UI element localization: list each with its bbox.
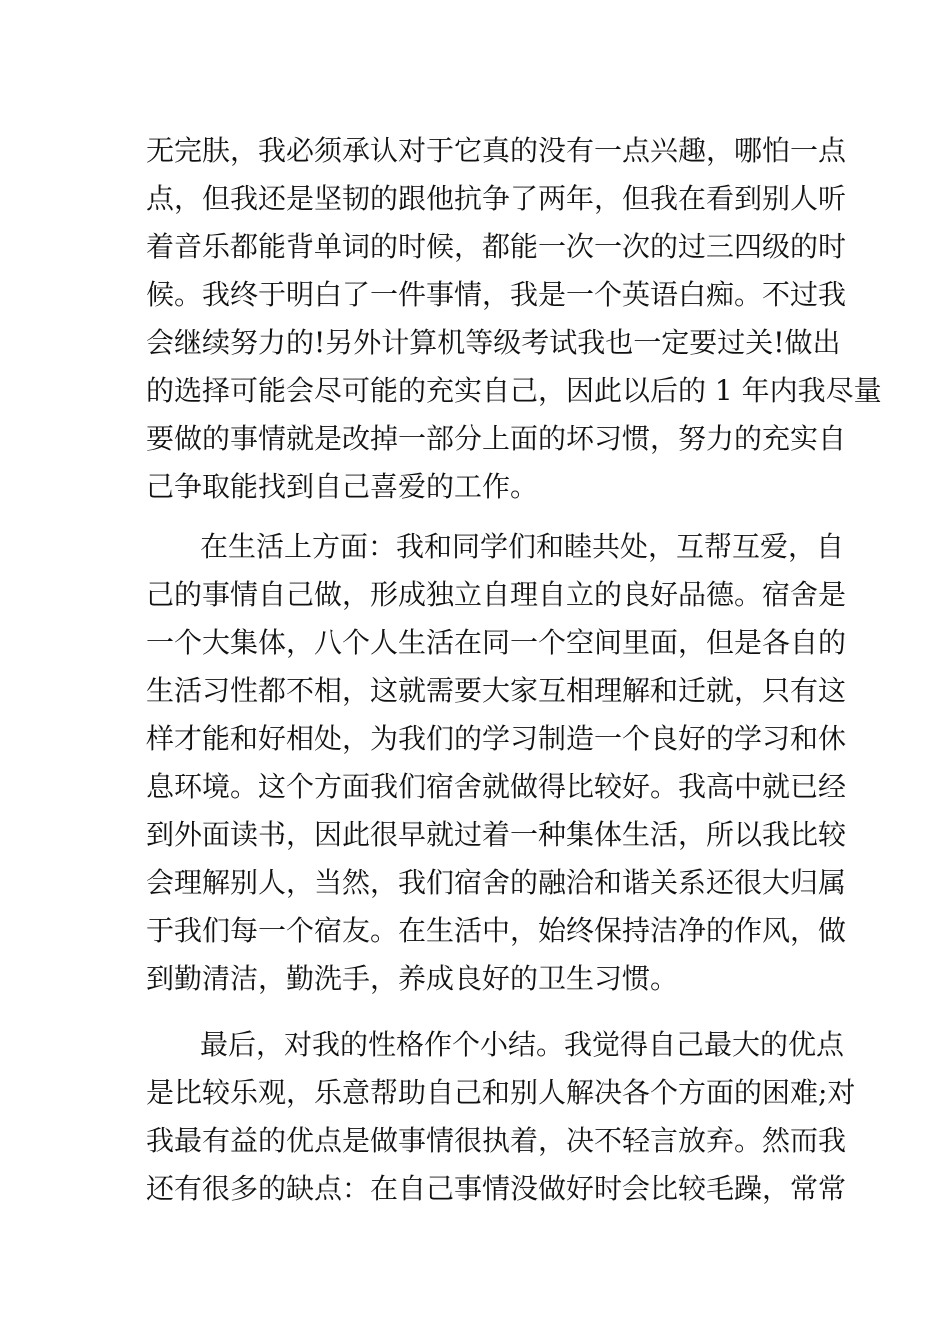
- text-line: 到勤清洁，勤洗手，养成良好的卫生习惯。: [146, 962, 679, 995]
- text-line: 无完肤，我必须承认对于它真的没有一点兴趣，哪怕一点: [146, 134, 847, 167]
- text-line: 候。我终于明白了一件事情，我是一个英语白痴。不过我: [146, 278, 847, 311]
- text-line: 会理解别人，当然，我们宿舍的融洽和谐关系还很大归属: [146, 866, 847, 899]
- text-line: 到外面读书，因此很早就过着一种集体生活，所以我比较: [146, 818, 847, 851]
- text-line: 要做的事情就是改掉一部分上面的坏习惯，努力的充实自: [146, 422, 847, 455]
- text-line: 还有很多的缺点：在自己事情没做好时会比较毛躁，常常: [146, 1172, 847, 1205]
- text-line: 息环境。这个方面我们宿舍就做得比较好。我高中就已经: [146, 770, 847, 803]
- text-line: 会继续努力的!另外计算机等级考试我也一定要过关!做出: [146, 326, 841, 359]
- text-line: 于我们每一个宿友。在生活中，始终保持洁净的作风，做: [146, 914, 847, 947]
- paragraph-first-line: 在生活上方面：我和同学们和睦共处，互帮互爱，自: [200, 530, 845, 563]
- text-line: 一个大集体，八个人生活在同一个空间里面，但是各自的: [146, 626, 847, 659]
- text-line: 是比较乐观，乐意帮助自己和别人解决各个方面的困难;对: [146, 1076, 856, 1109]
- text-line: 生活习性都不相，这就需要大家互相理解和迁就，只有这: [146, 674, 847, 707]
- text-line: 的选择可能会尽可能的充实自己，因此以后的 1 年内我尽量: [146, 374, 882, 407]
- text-line: 样才能和好相处，为我们的学习制造一个良好的学习和休: [146, 722, 847, 755]
- text-line: 点，但我还是坚韧的跟他抗争了两年，但我在看到别人听: [146, 182, 847, 215]
- text-line: 己的事情自己做，形成独立自理自立的良好品德。宿舍是: [146, 578, 847, 611]
- text-line: 我最有益的优点是做事情很执着，决不轻言放弃。然而我: [146, 1124, 847, 1157]
- text-line: 着音乐都能背单词的时候，都能一次一次的过三四级的时: [146, 230, 847, 263]
- paragraph-first-line: 最后，对我的性格作个小结。我觉得自己最大的优点: [200, 1028, 845, 1061]
- text-line: 己争取能找到自己喜爱的工作。: [146, 470, 539, 503]
